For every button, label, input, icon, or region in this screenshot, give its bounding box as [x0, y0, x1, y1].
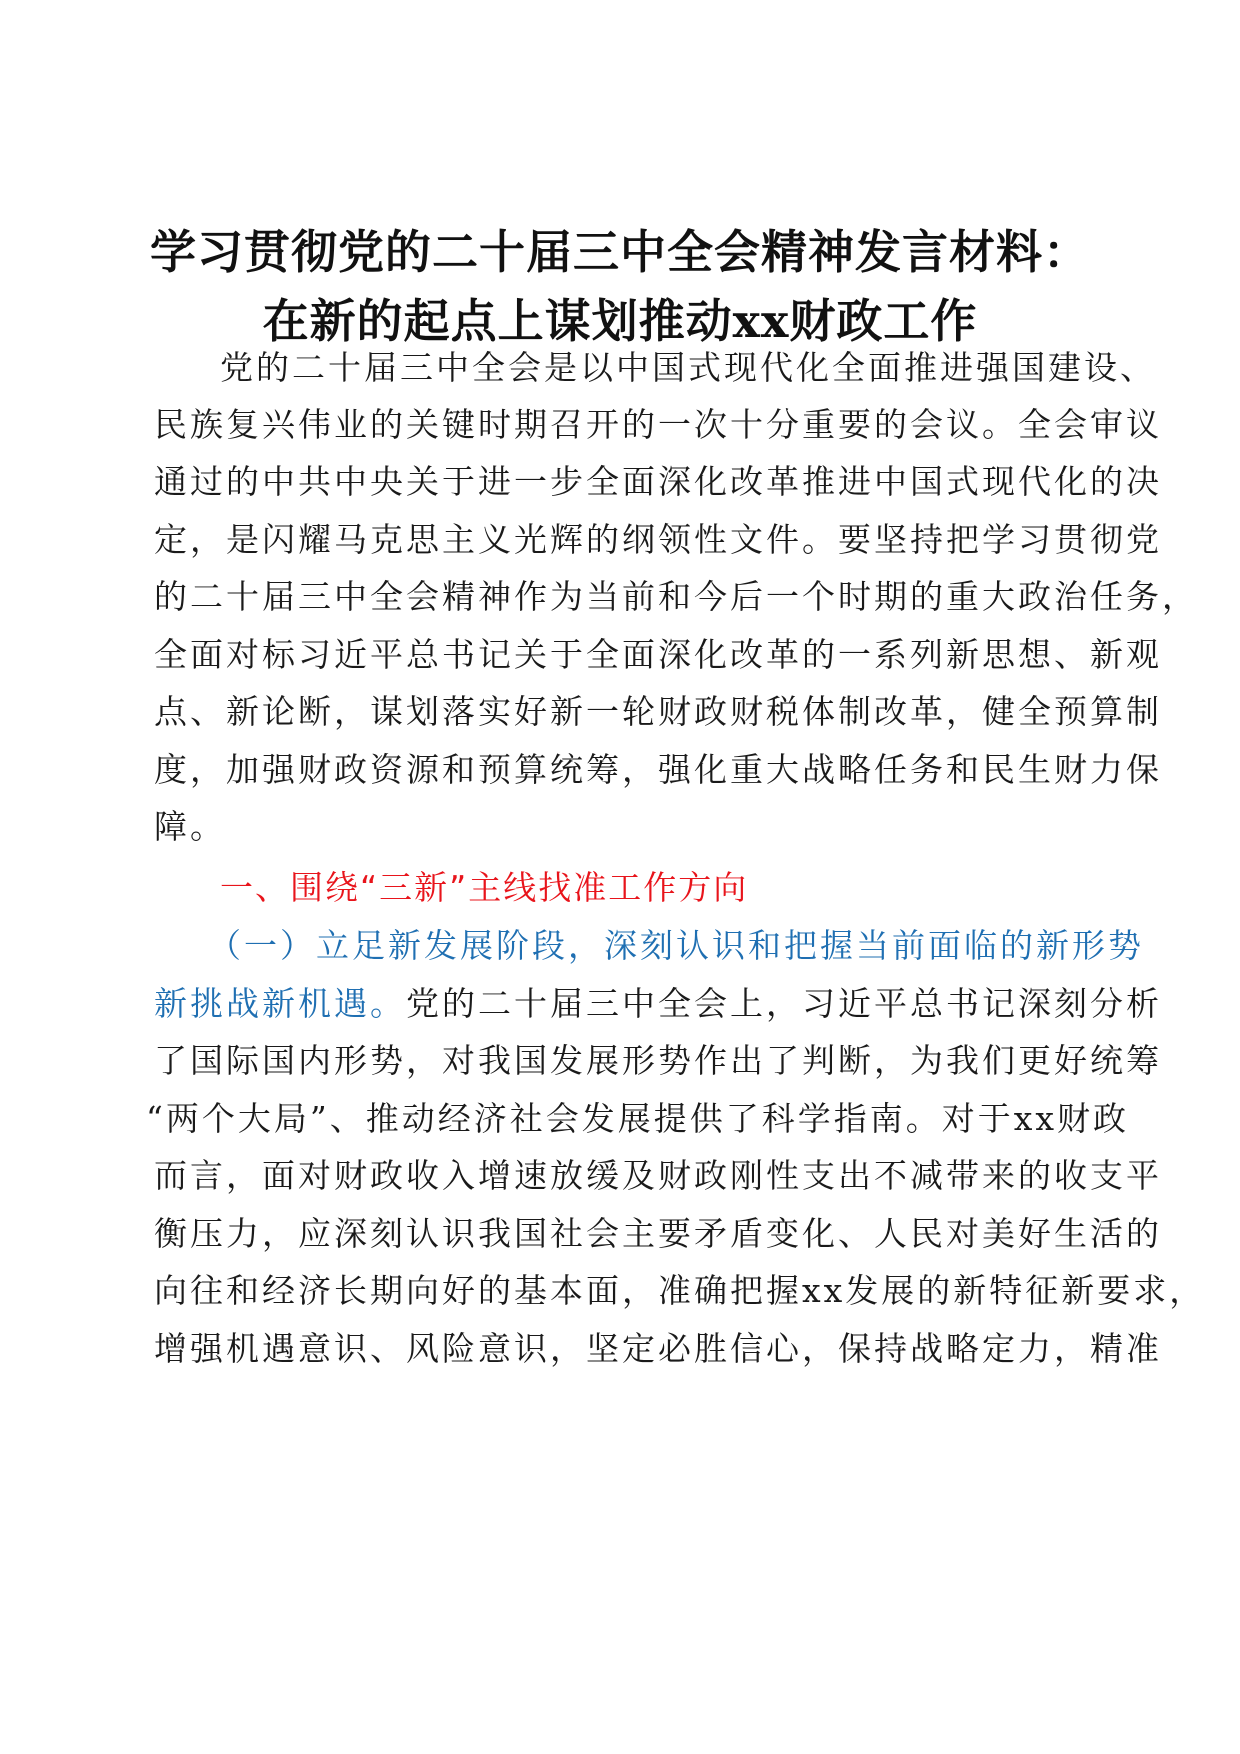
paragraph-line: 衡压力，应深刻认识我国社会主要矛盾变化、人民对美好生活的	[154, 1214, 1162, 1253]
paragraph-line: 通过的中共中央关于进一步全面深化改革推进中国式现代化的决	[154, 462, 1162, 501]
paragraph-line: 度，加强财政资源和预算统筹，强化重大战略任务和民生财力保	[154, 750, 1162, 789]
paragraph-line: 民族复兴伟业的关键时期召开的一次十分重要的会议。全会审议	[154, 405, 1162, 444]
paragraph-line: 而言，面对财政收入增速放缓及财政刚性支出不减带来的收支平	[154, 1156, 1162, 1195]
paragraph-line: 了国际国内形势，对我国发展形势作出了判断，为我们更好统筹	[154, 1041, 1162, 1080]
document-title-line-2: 在新的起点上谋划推动xx财政工作	[262, 294, 978, 348]
section-heading: 一、围绕“三新”主线找准工作方向	[220, 868, 749, 907]
paragraph-line: 障。	[154, 807, 226, 846]
subsection-heading-line-2: 新挑战新机遇。	[154, 984, 406, 1023]
document-title-line-1: 学习贯彻党的二十届三中全会精神发言材料：	[150, 225, 1090, 279]
paragraph-line: 定，是闪耀马克思主义光辉的纲领性文件。要坚持把学习贯彻党	[154, 520, 1162, 559]
paragraph-text: 党的二十届三中全会上，习近平总书记深刻分析	[406, 984, 1162, 1023]
paragraph-line: 的二十届三中全会精神作为当前和今后一个时期的重大政治任务，	[154, 577, 1198, 616]
paragraph-line: 党的二十届三中全会是以中国式现代化全面推进强国建设、	[220, 348, 1156, 387]
paragraph-line: 全面对标习近平总书记关于全面深化改革的一系列新思想、新观	[154, 635, 1162, 674]
paragraph-line: 点、新论断，谋划落实好新一轮财政财税体制改革，健全预算制	[154, 692, 1162, 731]
subsection-heading-line-1: （一）立足新发展阶段，深刻认识和把握当前面临的新形势	[208, 926, 1144, 965]
paragraph-line: “两个大局”、推动经济社会发展提供了科学指南。对于xx财政	[146, 1099, 1129, 1138]
paragraph-line	[154, 984, 1162, 1024]
paragraph-line: 向往和经济长期向好的基本面，准确把握xx发展的新特征新要求，	[154, 1271, 1206, 1310]
paragraph-line: 增强机遇意识、风险意识，坚定必胜信心，保持战略定力，精准	[154, 1329, 1162, 1368]
